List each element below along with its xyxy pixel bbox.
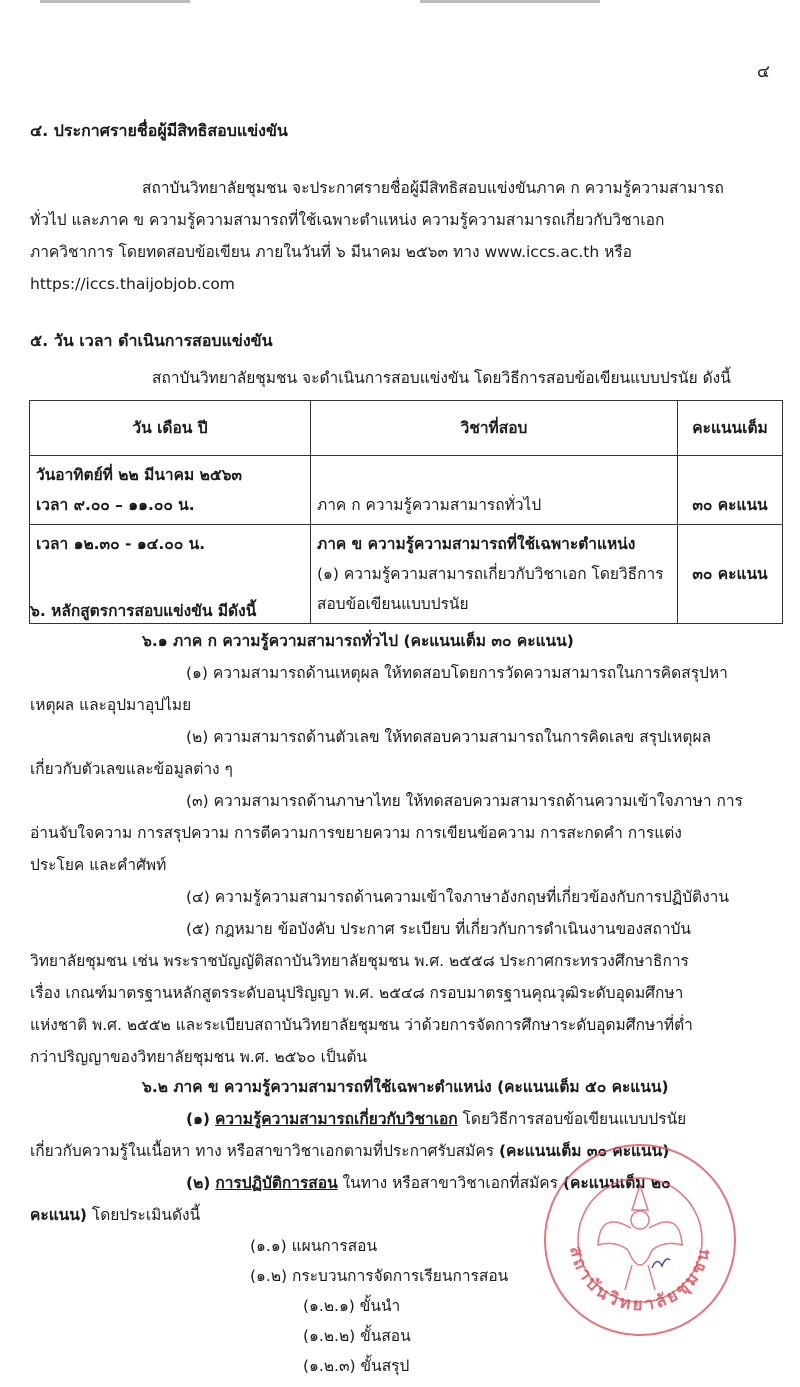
cell-date: เวลา ๑๒.๓๐ - ๑๔.๐๐ น. [30, 525, 311, 624]
paragraph-line: (๔) ความรู้ความสามารถด้านความเข้าใจภาษาอังกฤษที่เกี่ยวข้องกับการปฏิบัติงาน [186, 888, 729, 906]
header-date: วัน เดือน ปี [30, 401, 311, 456]
paragraph-line: (๒) ความสามารถด้านตัวเลข ให้ทดสอบความสามารถในการคิดเลข สรุปเหตุผล [186, 728, 712, 746]
item-number: (๑) [186, 1110, 211, 1128]
table-header-row [30, 401, 783, 456]
cell-subject [311, 525, 678, 624]
exam-schedule-table [29, 400, 783, 624]
item-text: โดยวิธีการสอบข้อเขียนแบบปรนัย [457, 1110, 687, 1128]
item-number: (๒) [186, 1174, 211, 1192]
section62-heading: ๖.๒ ภาค ข ความรู้ความสามารถที่ใช้เฉพาะตำแหน่ง (คะแนนเต็ม ๕๐ คะแนน) [142, 1078, 669, 1096]
time-line: เวลา ๙.๐๐ – ๑๑.๐๐ น. [36, 496, 195, 514]
cell-score: ๓๐ คะแนน [678, 525, 783, 624]
section61-heading: ๖.๑ ภาค ก ความรู้ความสามารถทั่วไป (คะแนนเต็ม ๓๐ คะแนน) [142, 632, 574, 650]
garuda-emblem-icon [598, 1185, 682, 1290]
cell-subject: ภาค ก ความรู้ความสามารถทั่วไป [311, 456, 678, 525]
paragraph-line: (๓) ความสามารถด้านภาษาไทย ให้ทดสอบความสามารถด้านความเข้าใจภาษา การ [186, 792, 743, 810]
section5-heading: ๕. วัน เวลา ดำเนินการสอบแข่งขัน [30, 331, 273, 350]
section4-heading: ๔. ประกาศรายชื่อผู้มีสิทธิสอบแข่งขัน [30, 121, 288, 140]
subject-line: (๑) ความรู้ความสามารถเกี่ยวกับวิชาเอก โดยวิธีการ [317, 565, 664, 583]
scan-edge [420, 0, 600, 3]
paragraph-line: https://iccs.thaijobjob.com [30, 275, 235, 293]
paragraph-line: วิทยาลัยชุมชน เช่น พระราชบัญญัติสถาบันวิทยาลัยชุมชน พ.ศ. ๒๕๕๘ ประกาศกระทรวงศึกษาธิการ [30, 952, 689, 970]
paragraph-line: อ่านจับใจความ การสรุปความ การตีความการขยายความ การเขียนข้อความ การสะกดคำ การแต่ง [30, 824, 682, 842]
header-score: คะแนนเต็ม [678, 401, 783, 456]
cell-date [30, 456, 311, 525]
paragraph-line: เหตุผล และอุปมาอุปไมย [30, 696, 192, 714]
paragraph-line: เกี่ยวกับตัวเลขและข้อมูลต่าง ๆ [30, 760, 233, 778]
paragraph-line: กว่าปริญญาของวิทยาลัยชุมชน พ.ศ. ๒๕๖๐ เป็นต้น [30, 1048, 368, 1066]
official-seal-stamp [540, 1140, 740, 1340]
item-score: (คะแนนเต็ม ๓๐ คะแนน) [498, 1142, 670, 1160]
paragraph-line: (๕) กฎหมาย ข้อบังคับ ประกาศ ระเบียบ ที่เกี่ยวกับการดำเนินงานของสถาบัน [186, 920, 692, 938]
paragraph-line: (๑) ความสามารถด้านเหตุผล ให้ทดสอบโดยการวัดความสามารถในการคิดสรุปหา [186, 664, 728, 682]
item-text: ในทาง หรือสาขาวิชาเอกที่สมัคร [337, 1174, 563, 1192]
item-title: การปฏิบัติการสอน [215, 1174, 338, 1192]
paragraph-line: แห่งชาติ พ.ศ. ๒๕๕๒ และระเบียบสถาบันวิทยาลัยชุมชน ว่าด้วยการจัดการศึกษาระดับอุดมศึกษาที่ต่ำ [30, 1016, 693, 1034]
header-subject: วิชาที่สอบ [311, 401, 678, 456]
sub-sub-item: (๑.๒.๑) ขั้นนำ [303, 1297, 401, 1315]
sub-sub-item: (๑.๒.๓) ขั้นสรุป [303, 1357, 410, 1375]
page-number: ๔ [757, 62, 770, 82]
item2-line2 [30, 1205, 200, 1225]
item-text: โดยประเมินดังนี้ [86, 1206, 201, 1224]
item1-line [186, 1109, 686, 1129]
sub-item: (๑.๒) กระบวนการจัดการเรียนการสอน [250, 1267, 509, 1285]
paragraph-line: ทั่วไป และภาค ข ความรู้ความสามารถที่ใช้เฉพาะตำแหน่ง ความรู้ความสามารถเกี่ยวกับวิชาเอก [30, 211, 665, 229]
subject-line: ภาค ข ความรู้ความสามารถที่ใช้เฉพาะตำแหน่ง [317, 535, 636, 553]
date-line: วันอาทิตย์ที่ ๒๒ มีนาคม ๒๕๖๓ [36, 466, 243, 484]
table-row [30, 456, 783, 525]
section6-heading: ๖. หลักสูตรการสอบแข่งขัน มีดังนี้ [30, 602, 257, 620]
scan-edge [40, 0, 190, 3]
paragraph-line: ประโยค และคำศัพท์ [30, 856, 167, 874]
svg-text:สถาบันวิทยาลัยชุมชน: สถาบันวิทยาลัยชุมชน [565, 1244, 715, 1316]
section5-intro: สถาบันวิทยาลัยชุมชน จะดำเนินการสอบแข่งขัน โดยวิธีการสอบข้อเขียนแบบปรนัย ดังนี้ [152, 369, 731, 387]
sub-sub-item: (๑.๒.๒) ขั้นสอน [303, 1327, 411, 1345]
subject-line: สอบข้อเขียนแบบปรนัย [317, 595, 469, 613]
item-text: เกี่ยวกับความรู้ในเนื้อหา ทาง หรือสาขาวิชาเอกตามที่ประกาศรับสมัคร [30, 1142, 499, 1160]
item-title: ความรู้ความสามารถเกี่ยวกับวิชาเอก [214, 1110, 458, 1128]
paragraph-line: เรื่อง เกณฑ์มาตรฐานหลักสูตรระดับอนุปริญญา พ.ศ. ๒๕๔๘ กรอบมาตรฐานคุณวุฒิระดับอุดมศึกษา [30, 984, 684, 1002]
item-score: (คะแนนเต็ม ๒๐ [562, 1174, 671, 1192]
paragraph-line: ภาควิชาการ โดยทดสอบข้อเขียน ภายในวันที่ ๖ มีนาคม ๒๕๖๓ ทาง www.iccs.ac.th หรือ [30, 243, 632, 261]
sub-item: (๑.๑) แผนการสอน [250, 1237, 378, 1255]
signature [652, 1259, 670, 1268]
cell-score: ๓๐ คะแนน [678, 456, 783, 525]
item-score: คะแนน) [30, 1206, 87, 1224]
paragraph-line: สถาบันวิทยาลัยชุมชน จะประกาศรายชื่อผู้มีสิทธิสอบแข่งขันภาค ก ความรู้ความสามารถ [142, 179, 724, 197]
